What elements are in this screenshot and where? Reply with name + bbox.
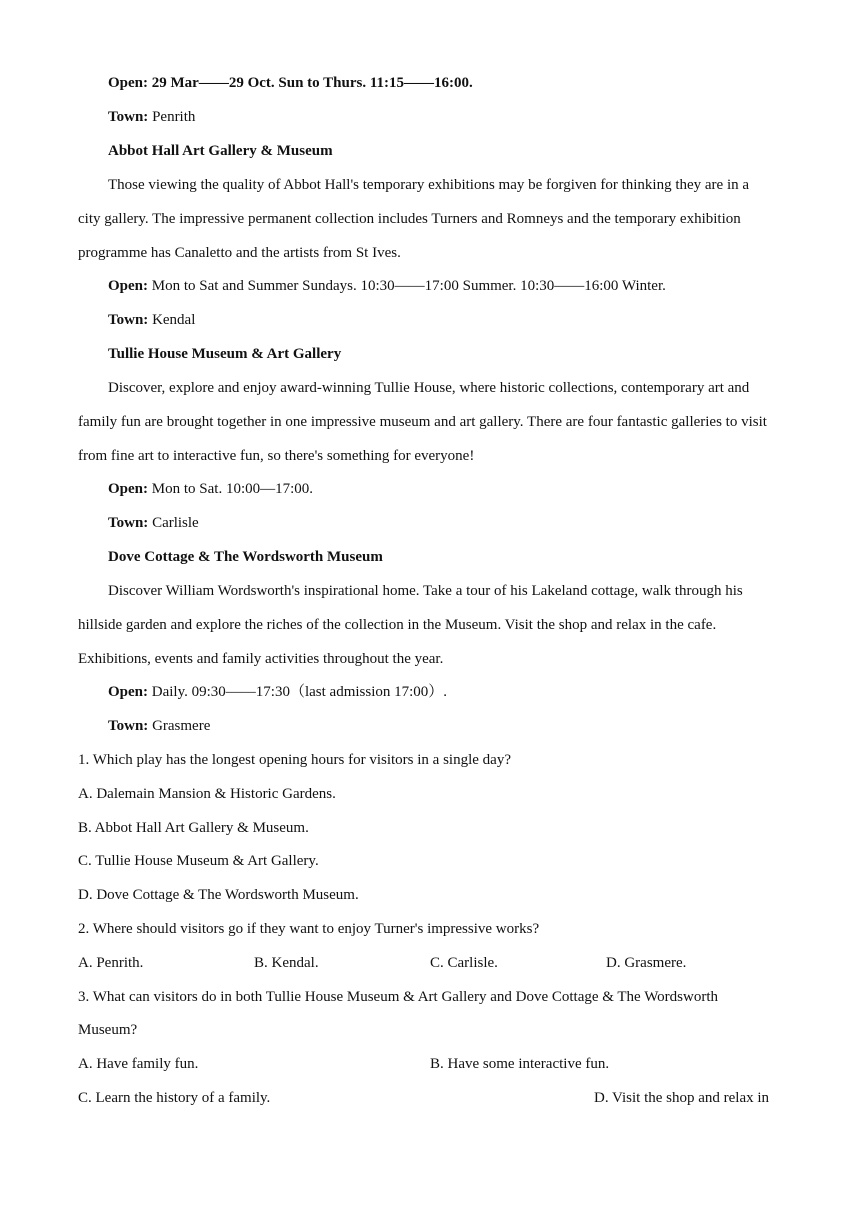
question-stem: 1. Which play has the longest opening hours for visitors in a single day?: [78, 752, 511, 768]
description-line: from fine art to interactive fun, so there's something for everyone!: [78, 448, 475, 464]
open-hours-line: [108, 477, 778, 501]
answer-option-b: B. Have some interactive fun.: [430, 1056, 610, 1072]
town-value: Kendal: [152, 312, 196, 328]
open-hours-value: Mon to Sat. 10:00—17:00.: [151, 481, 314, 497]
town-value: Grasmere: [152, 718, 211, 734]
answer-option-d: D. Grasmere.: [606, 955, 687, 971]
town-line: [108, 714, 778, 738]
question-stem: 2. Where should visitors go if they want to enjoy Turner's impressive works?: [78, 921, 540, 937]
town-value: Carlisle: [152, 515, 199, 531]
open-hours-label: Open:: [108, 278, 149, 294]
description-line: Those viewing the quality of Abbot Hall's temporary exhibitions may be forgiven for thinking they are in a: [108, 177, 750, 193]
town-line: [108, 308, 778, 332]
attraction-title: Dove Cottage & The Wordsworth Museum: [108, 549, 383, 565]
answer-option-b: B. Abbot Hall Art Gallery & Museum.: [78, 820, 309, 836]
description-line: Discover William Wordsworth's inspirational home. Take a tour of his Lakeland cottage, walk through his: [108, 583, 743, 599]
attraction-title: Abbot Hall Art Gallery & Museum: [108, 143, 333, 159]
description-line: city gallery. The impressive permanent collection includes Turners and Romneys and the temporary exhibition: [78, 211, 741, 227]
description-line: Exhibitions, events and family activities throughout the year.: [78, 651, 444, 667]
description-line: family fun are brought together in one impressive museum and art gallery. There are four fantastic galleries to visit: [78, 414, 767, 430]
question-stem: 3. What can visitors do in both Tullie House Museum & Art Gallery and Dove Cottage & The Wordsworth: [78, 989, 718, 1005]
open-hours-line: [108, 680, 778, 704]
open-hours-label: Open:: [108, 684, 149, 700]
answer-option-a: A. Have family fun.: [78, 1056, 199, 1072]
open-hours-line: [108, 71, 778, 95]
open-hours-value: Daily. 09:30——17:30（last admission 17:00）.: [151, 684, 448, 700]
answer-option-d: D. Dove Cottage & The Wordsworth Museum.: [78, 887, 359, 903]
answer-option-c: C. Learn the history of a family.: [78, 1090, 271, 1106]
open-hours-label: Open:: [108, 75, 149, 91]
description-line: Discover, explore and enjoy award-winning Tullie House, where historic collections, contemporary art and: [108, 380, 750, 396]
description-line: hillside garden and explore the riches of the collection in the Museum. Visit the shop and relax in the cafe.: [78, 617, 717, 633]
town-label: Town:: [108, 718, 149, 734]
answer-option-b: B. Kendal.: [254, 955, 319, 971]
town-line: [108, 105, 778, 129]
town-label: Town:: [108, 515, 149, 531]
question-stem-continued: Museum?: [78, 1022, 138, 1038]
open-hours-label: Open:: [108, 481, 149, 497]
town-line: [108, 511, 778, 535]
open-hours-value: Mon to Sat and Summer Sundays. 10:30——17:00 Summer. 10:30——16:00 Winter.: [151, 278, 666, 294]
answer-option-a: A. Dalemain Mansion & Historic Gardens.: [78, 786, 336, 802]
town-value: Penrith: [152, 109, 196, 125]
open-hours-value: 29 Mar——29 Oct. Sun to Thurs. 11:15——16:00.: [151, 75, 473, 91]
answer-option-d: D. Visit the shop and relax in: [594, 1090, 770, 1106]
description-line: programme has Canaletto and the artists from St Ives.: [78, 245, 401, 261]
town-label: Town:: [108, 109, 149, 125]
town-label: Town:: [108, 312, 149, 328]
attraction-title: Tullie House Museum & Art Gallery: [108, 346, 342, 362]
answer-option-c: C. Carlisle.: [430, 955, 498, 971]
answer-option-c: C. Tullie House Museum & Art Gallery.: [78, 853, 319, 869]
open-hours-line: [108, 274, 778, 298]
answer-option-a: A. Penrith.: [78, 955, 144, 971]
